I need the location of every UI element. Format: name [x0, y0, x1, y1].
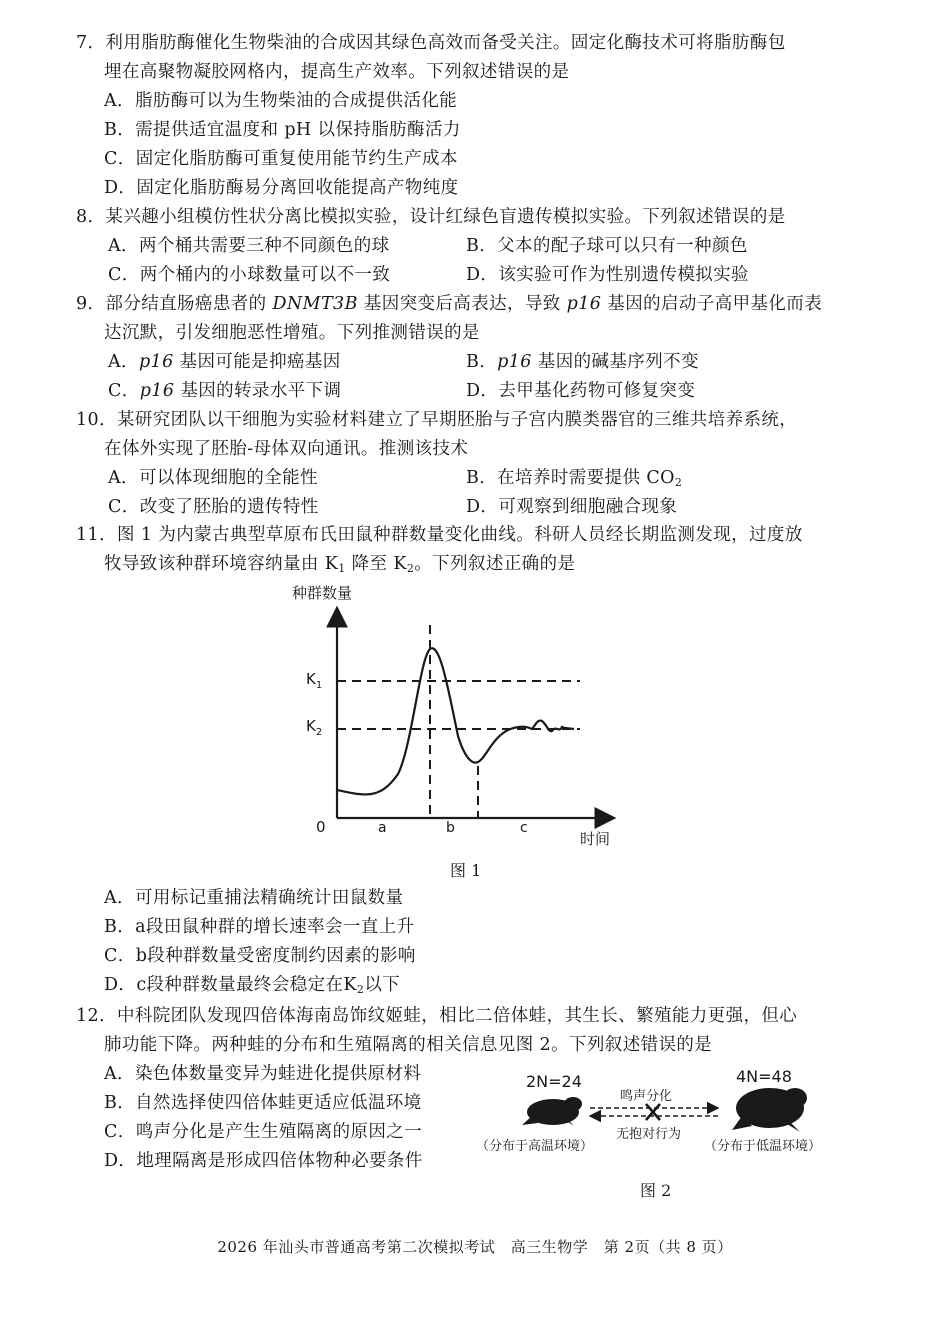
q9-stem-line2: 达沉默，引发细胞恶性增殖。下列推测错误的是 — [104, 323, 480, 343]
q7-option-a: A．脂肪酶可以为生物柴油的合成提供活化能 — [104, 91, 458, 111]
q8-option-c: C．两个桶内的小球数量可以不一致 — [108, 265, 391, 285]
q9-stem-line1: 9．部分结直肠癌患者的 DNMT3B 基因突变后高表达，导致 p16 基因的启动子高甲基化而表 — [76, 294, 823, 314]
q11-stem-line1: 11．图 1 为内蒙古典型草原布氏田鼠种群数量变化曲线。科研人员经长期监测发现，过度放 — [76, 525, 803, 545]
q10-stem-line2: 在体外实现了胚胎-母体双向通讯。推测该技术 — [104, 439, 469, 459]
q12-stem-line1: 12．中科院团队发现四倍体海南岛饰纹姬蛙，相比二倍体蛙，其生长、繁殖能力更强，但心 — [76, 1006, 798, 1026]
q10-stem-line1: 10．某研究团队以干细胞为实验材料建立了早期胚胎与子宫内膜类器官的三维共培养系统， — [76, 410, 798, 430]
q8-option-b: B．父本的配子球可以只有一种颜色 — [466, 236, 748, 256]
q7-option-d: D．固定化脂肪酶易分离回收能提高产物纯度 — [104, 178, 459, 198]
tetraploid-frog-icon — [732, 1088, 807, 1132]
q8-stem: 8．某兴趣小组模仿性状分离比模拟实验，设计红绿色盲遗传模拟实验。下列叙述错误的是 — [76, 207, 786, 227]
q9-option-a: A．p16 基因可能是抑癌基因 — [108, 352, 341, 372]
q8-option-d: D．该实验可作为性别遗传模拟实验 — [466, 265, 749, 285]
figure2-frog-diagram — [470, 1060, 850, 1170]
figure1-x-axis-label: 时间 — [580, 830, 611, 848]
figure2-diploid-label: 2N=24 — [526, 1072, 582, 1091]
figure1-k1-label: $K_1$ — [306, 670, 323, 691]
q11-option-d: D．c段种群数量最终会稳定在$K_2$以下 — [104, 975, 401, 996]
q11-option-b: B．a段田鼠种群的增长速率会一直上升 — [104, 917, 415, 937]
q7-option-c: C．固定化脂肪酶可重复使用能节约生产成本 — [104, 149, 458, 169]
q9-option-c: C．p16 基因的转录水平下调 — [108, 381, 342, 401]
figure1-y-axis-label: 种群数量 — [292, 584, 353, 602]
q12-stem-line2: 肺功能下降。两种蛙的分布和生殖隔离的相关信息见图 2。下列叙述错误的是 — [104, 1035, 713, 1055]
q7-stem-line2: 埋在高聚物凝胶网格内，提高生产效率。下列叙述错误的是 — [104, 62, 570, 82]
q10-option-c: C．改变了胚胎的遗传特性 — [108, 497, 319, 517]
q12-option-d: D．地理隔离是形成四倍体物种必要条件 — [104, 1151, 423, 1171]
figure2-tetraploid-label: 4N=48 — [736, 1067, 792, 1086]
figure1-origin-label: 0 — [316, 818, 326, 836]
q9-option-b: B．p16 基因的碱基序列不变 — [466, 352, 699, 372]
figure2-call-divergence-label: 鸣声分化 — [620, 1089, 673, 1104]
figure1-caption: 图 1 — [450, 861, 482, 880]
q9-option-d: D．去甲基化药物可修复突变 — [466, 381, 696, 401]
q7-option-b: B．需提供适宜温度和 pH 以保持脂肪酶活力 — [104, 120, 461, 140]
q8-option-a: A．两个桶共需要三种不同颜色的球 — [108, 236, 390, 256]
figure1-population-curve-line — [337, 648, 574, 794]
figure1-segment-c: c — [520, 820, 528, 836]
figure2-high-temp-note: （分布于高温环境） — [476, 1139, 594, 1154]
page-footer: 2026 年汕头市普通高考第二次模拟考试 高三生物学 第 2页（共 8 页） — [217, 1238, 733, 1256]
figure2-low-temp-note: （分布于低温环境） — [704, 1139, 822, 1154]
q10-option-d: D．可观察到细胞融合现象 — [466, 497, 678, 517]
q10-option-a: A．可以体现细胞的全能性 — [108, 468, 318, 488]
q11-option-a: A．可用标记重捕法精确统计田鼠数量 — [104, 888, 404, 908]
q7-stem-line1: 7．利用脂肪酶催化生物柴油的合成因其绿色高效而备受关注。固定化酶技术可将脂肪酶包 — [76, 33, 786, 53]
q12-option-c: C．鸣声分化是产生生殖隔离的原因之一 — [104, 1122, 423, 1142]
figure1-segment-b: b — [446, 820, 455, 836]
q11-stem-line2: 牧导致该种群环境容纳量由 $K_1$ 降至 $K_2$。下列叙述正确的是 — [104, 554, 576, 575]
figure2-block-mark-icon — [646, 1104, 660, 1120]
figure1-k2-label: $K_2$ — [306, 717, 323, 738]
q11-option-c: C．b段种群数量受密度制约因素的影响 — [104, 946, 416, 966]
figure2-caption: 图 2 — [640, 1181, 672, 1200]
q10-option-b: B．在培养时需要提供 $CO_2$ — [466, 468, 683, 489]
figure1-segment-a: a — [378, 820, 387, 836]
figure1-population-curve — [280, 578, 630, 853]
figure2-no-amplexus-label: 无抱对行为 — [616, 1127, 682, 1142]
q12-option-a: A．染色体数量变异为蛙进化提供原材料 — [104, 1064, 422, 1084]
diploid-frog-icon — [522, 1097, 582, 1126]
q12-option-b: B．自然选择使四倍体蛙更适应低温环境 — [104, 1093, 422, 1113]
